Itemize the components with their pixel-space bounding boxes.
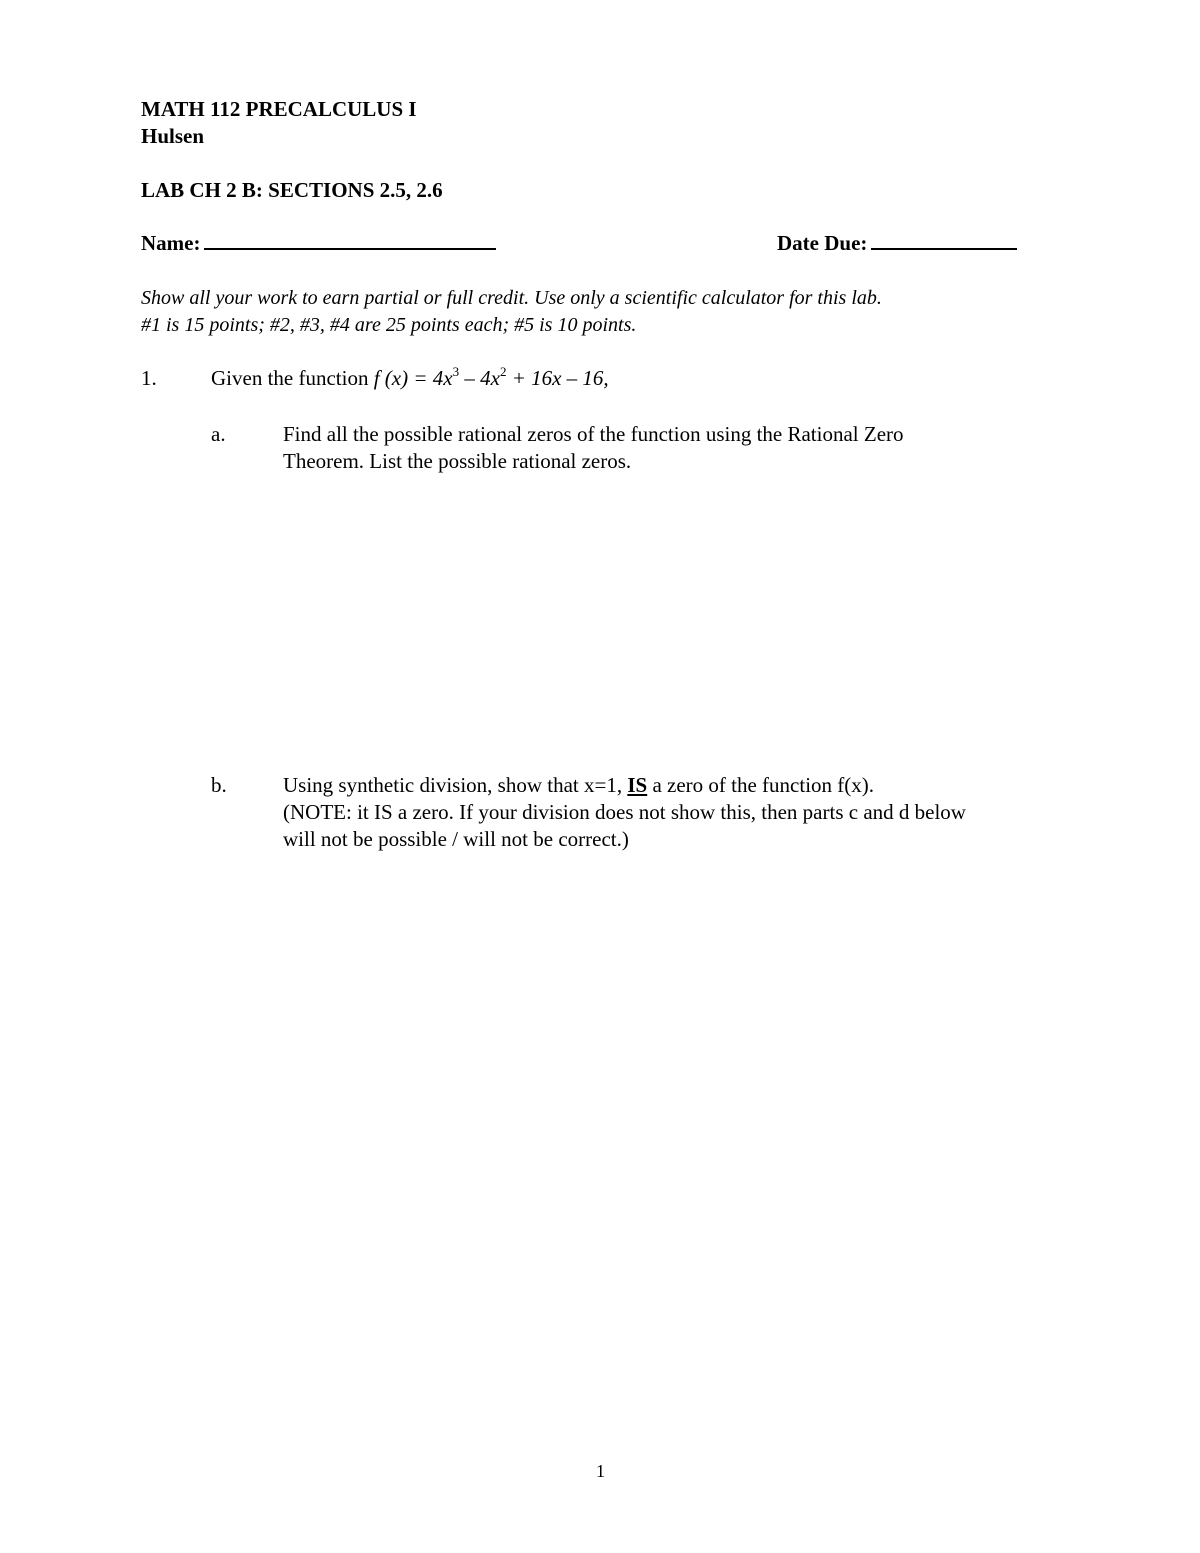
part-b-line-2: (NOTE: it IS a zero. If your division does not show this, then parts c and d below — [283, 800, 966, 824]
problem-1-number: 1. — [141, 366, 157, 390]
part-b-line-1 — [283, 771, 874, 799]
page-number: 1 — [596, 1461, 605, 1481]
function-middle: – 4x — [459, 366, 500, 390]
function-rhs: + 16x – 16, — [506, 366, 609, 390]
part-b-line-3: will not be possible / will not be correct.) — [283, 827, 629, 851]
function-lhs: f (x) = 4x — [373, 366, 453, 390]
part-b-emphasis-is: IS — [627, 773, 648, 797]
problem-1-statement — [211, 364, 609, 392]
part-b-line-1-pre: Using synthetic division, show that x=1, — [283, 773, 623, 797]
instructions-line-1: Show all your work to earn partial or full credit. Use only a scientific calculator for this lab. — [141, 287, 882, 309]
part-a-label: a. — [211, 422, 226, 446]
course-title: MATH 112 PRECALCULUS I — [141, 97, 417, 121]
name-blank[interactable] — [204, 230, 496, 250]
date-due-blank[interactable] — [871, 230, 1017, 250]
function-exponent-2: 2 — [499, 364, 507, 379]
date-due-row — [777, 230, 1017, 256]
instructor-name: Hulsen — [141, 124, 205, 148]
part-a-line-1: Find all the possible rational zeros of the function using the Rational Zero — [283, 422, 904, 446]
name-field-row — [141, 230, 496, 256]
instructions-line-2: #1 is 15 points; #2, #3, #4 are 25 points each; #5 is 10 points. — [141, 314, 637, 336]
function-exponent-3: 3 — [452, 364, 460, 379]
name-label: Name: — [141, 231, 201, 255]
lab-title: LAB CH 2 B: SECTIONS 2.5, 2.6 — [141, 178, 443, 202]
part-b-line-1-post: a zero of the function f(x). — [652, 773, 875, 797]
part-a-line-2: Theorem. List the possible rational zeros. — [283, 449, 632, 473]
problem-1-intro: Given the function — [211, 366, 369, 390]
part-b-label: b. — [211, 773, 227, 797]
date-due-label: Date Due: — [777, 231, 868, 255]
